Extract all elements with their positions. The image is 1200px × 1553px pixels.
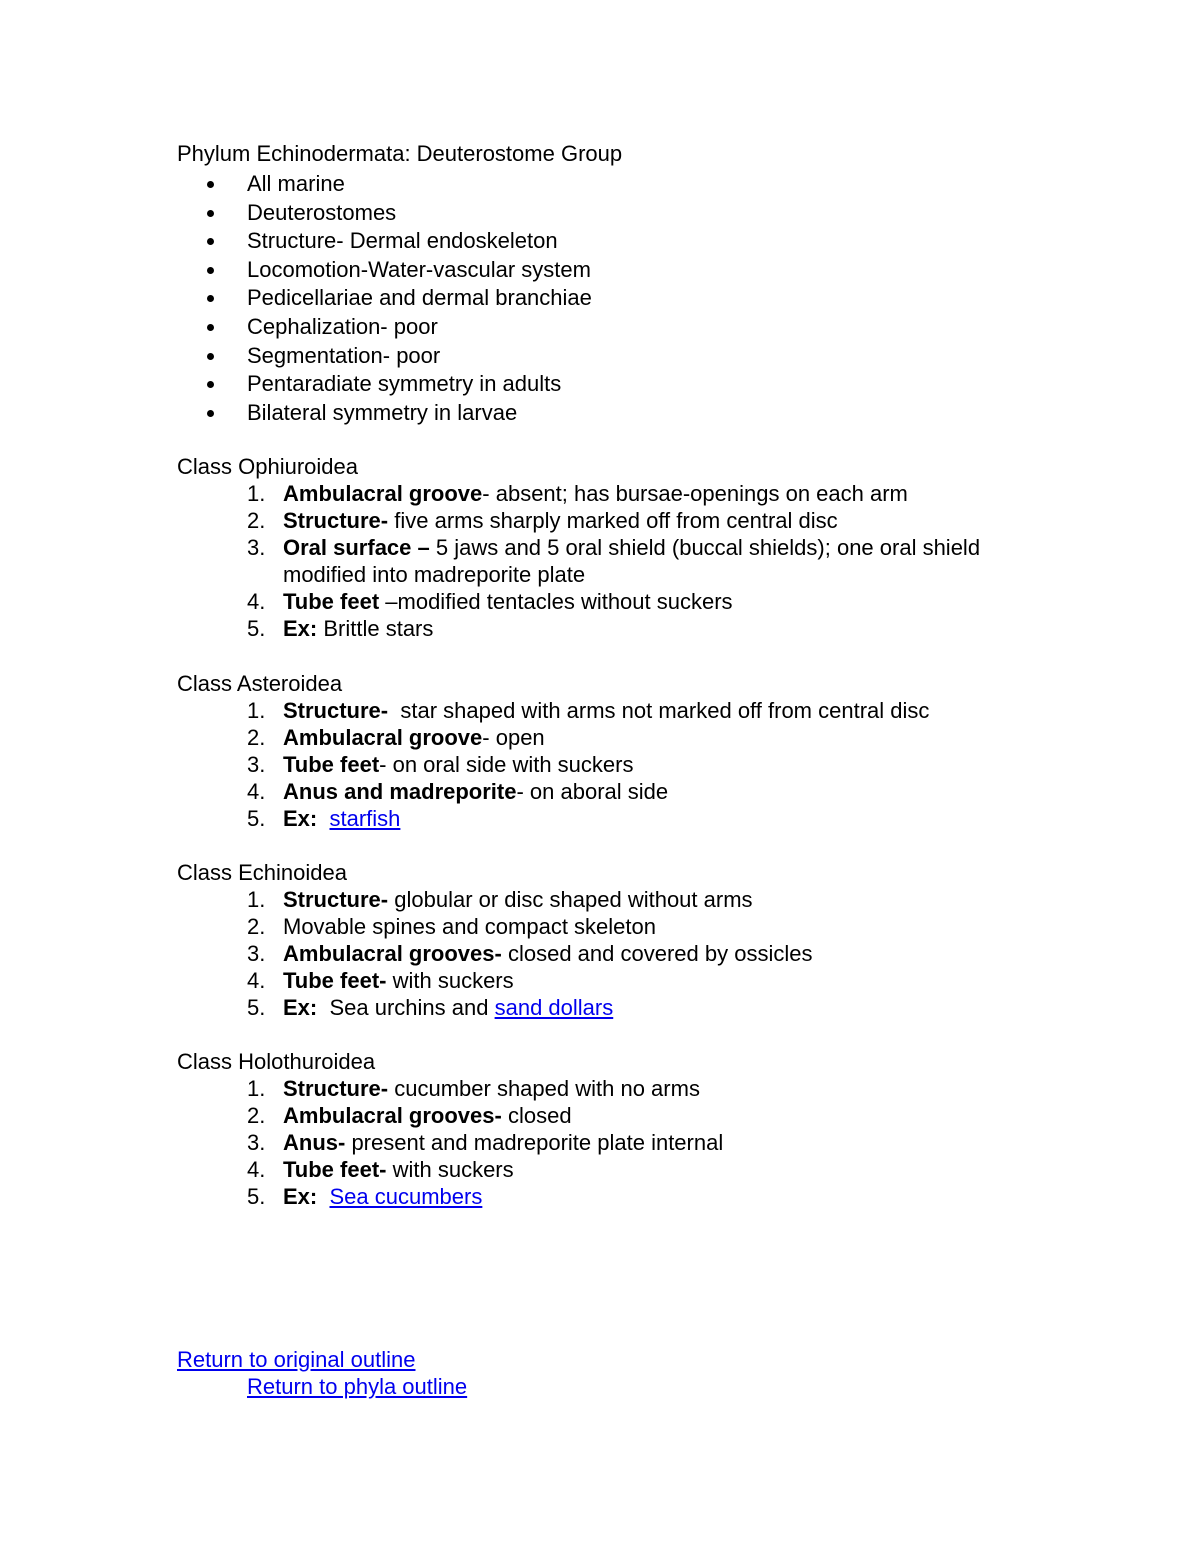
class-items-list [0,886,983,1021]
page-title: Phylum Echinodermata: Deuterostome Group [177,141,623,166]
sand-dollars-link[interactable]: sand dollars [494,995,614,1020]
class-items-list [0,1075,983,1210]
list-item: 5. Ex: starfish [247,806,401,831]
list-item: 5. Ex: Brittle stars [247,616,434,641]
bullet-icon [207,295,214,302]
class-items-list [0,480,983,642]
return-to-phyla-outline-link[interactable]: Return to phyla outline [247,1374,468,1399]
class-heading: Class Echinoidea [177,860,347,885]
list-item: 2. Ambulacral groove- open [247,725,545,750]
bullet-icon [207,267,214,274]
list-item: 3. Tube feet- on oral side with suckers [247,752,634,777]
list-item: 2. Movable spines and compact skeleton [247,914,656,939]
list-item: 5. Ex: Sea cucumbers [247,1184,483,1209]
list-item: 1. Ambulacral groove- absent; has bursae-openings on each arm [247,481,908,506]
list-item: 3. Ambulacral grooves- closed and covered by ossicles [247,941,813,966]
list-item: 1. Structure- star shaped with arms not marked off from central disc [247,698,930,723]
sea-cucumbers-link[interactable]: Sea cucumbers [329,1184,483,1209]
return-to-original-outline-link[interactable]: Return to original outline [177,1347,416,1372]
list-item: 4. Anus and madreporite- on aboral side [247,779,669,804]
class-heading: Class Holothuroidea [177,1049,376,1074]
bullet-icon [207,181,214,188]
document-page: Phylum Echinodermata: Deuterostome Group All marine Deuterostomes Structure- Dermal endoskeleton Locomotion-Water-vascular system Pedicellariae and dermal branchiae Cephalization- poor Segmentation- poor Pentaradiate symmetry in adults Bilateral symmetry in larvae Class Ophiuroidea 1. Ambulacral groove- absent; has bursae-openings on each arm 2. Structure- five arms sharply marked off from central disc 3. Oral surface – 5 jaws and 5 oral shield (buccal shields); one oral shield modified into madreporite plate 4. Tube feet –modified tentacles without suckers 5. Ex: Brittle stars Class Asteroidea 1. Structure- star shaped with arms not marked off from central disc 2. Ambulacral groove- open 3. Tube feet- on oral side with suckers 4. Anus and madreporite- on aboral side 5. Ex: starfish Class Echinoidea 1. Structure- globular or disc shaped without arms 2. Movable spines and compact skeleton 3. Ambulacral grooves- closed and covered by ossicles 4. Tube feet- with suckers 5. Ex: Sea urchins and sand dollars Class Holothuroidea 1. Structure- cucumber shaped with no arms 2. Ambulacral grooves- closed 3. Anus- present and madreporite plate internal 4. Tube feet- with suckers 5. Ex: Sea cucumbers Return to original outline Return to phyla outline [0,0,1200,1553]
class-items-list [0,697,983,832]
list-item: 5. Ex: Sea urchins and sand dollars [247,995,614,1020]
bullet-icon [207,238,214,245]
class-heading: Class Asteroidea [177,671,343,696]
list-item: 2. Ambulacral grooves- closed [247,1103,572,1128]
bullet-icon [207,324,214,331]
starfish-link[interactable]: starfish [329,806,401,831]
list-item: 4. Tube feet –modified tentacles without suckers [247,589,733,614]
list-item: 3. Oral surface – 5 jaws and 5 oral shield (buccal shields); one oral shield modified into madreporite plate [247,535,981,587]
class-heading: Class Ophiuroidea [177,454,358,479]
bullet-icon [207,381,214,388]
list-item: 4. Tube feet- with suckers [247,1157,514,1182]
list-item: 1. Structure- globular or disc shaped without arms [247,887,753,912]
list-item: 4. Tube feet- with suckers [247,968,514,993]
bullet-icon [207,353,214,360]
list-item: 1. Structure- cucumber shaped with no arms [247,1076,700,1101]
list-item: 2. Structure- five arms sharply marked off from central disc [247,508,838,533]
bullet-icon [207,210,214,217]
list-item: 3. Anus- present and madreporite plate internal [247,1130,724,1155]
bullet-icon [207,410,214,417]
